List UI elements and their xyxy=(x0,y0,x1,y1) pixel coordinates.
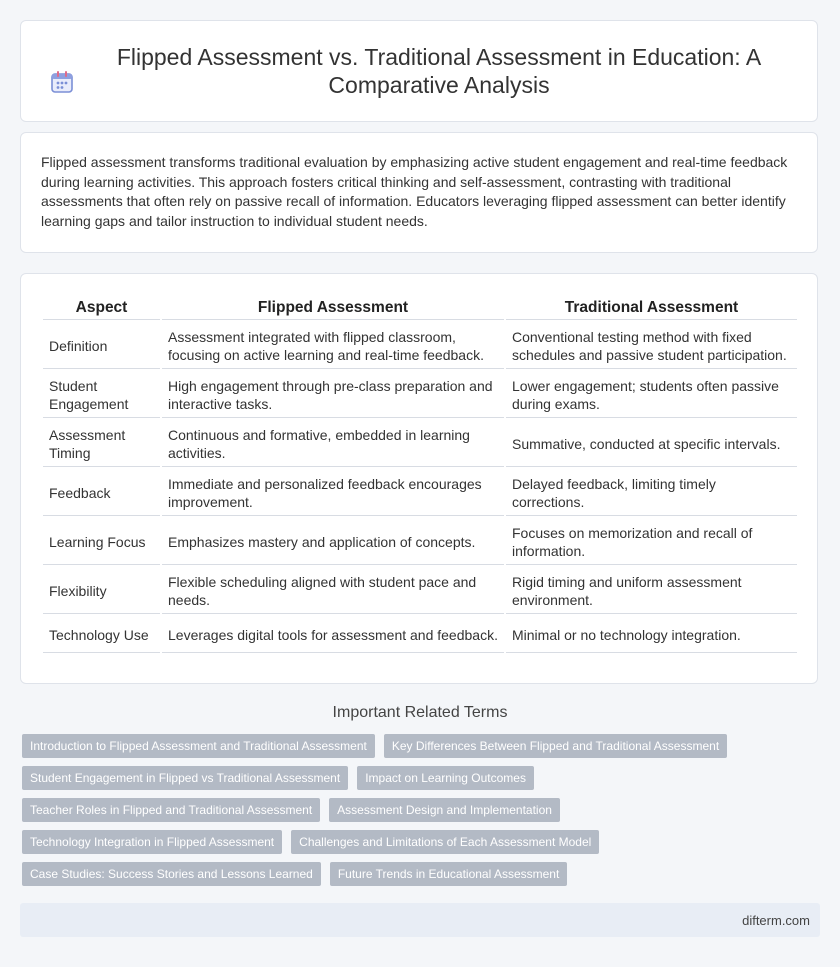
footer-site-link[interactable]: difterm.com xyxy=(742,912,810,928)
table-row xyxy=(43,322,797,369)
calendar-icon xyxy=(49,69,75,95)
related-term-tag[interactable]: Teacher Roles in Flipped and Traditional Assessment xyxy=(22,798,320,822)
intro-text: Flipped assessment transforms traditional evaluation by emphasizing active student engagement and real-time feedback during learning activities. This approach fosters critical thinking and self-assessment, contrasting with traditional assessments that often rely on passive recall of information. Educators leveraging flipped assessment can better identify learning gaps and tailor instruction to individual student needs. xyxy=(41,154,788,229)
related-term-tag[interactable]: Technology Integration in Flipped Assessment xyxy=(22,830,282,854)
cell-flipped: Leverages digital tools for assessment and feedback. xyxy=(162,616,504,653)
related-terms-section xyxy=(0,704,840,894)
header-card xyxy=(20,20,818,122)
cell-flipped: Assessment integrated with flipped classroom, focusing on active learning and real-time feedback. xyxy=(162,322,504,369)
intro-card xyxy=(20,132,818,253)
related-term-tag[interactable]: Challenges and Limitations of Each Assessment Model xyxy=(291,830,599,854)
related-term-tag[interactable]: Impact on Learning Outcomes xyxy=(357,766,534,790)
related-term-tag[interactable]: Assessment Design and Implementation xyxy=(329,798,560,822)
table-row xyxy=(43,518,797,565)
cell-traditional: Delayed feedback, limiting timely corrections. xyxy=(506,469,797,516)
cell-flipped: Flexible scheduling aligned with student pace and needs. xyxy=(162,567,504,614)
header-flipped: Flipped Assessment xyxy=(162,296,504,320)
related-term-tag[interactable]: Introduction to Flipped Assessment and Traditional Assessment xyxy=(22,734,375,758)
page-title: Flipped Assessment vs. Traditional Assessment in Education: A Comparative Analysis xyxy=(116,44,762,98)
related-terms-title: Important Related Terms xyxy=(332,704,508,721)
cell-traditional: Rigid timing and uniform assessment environment. xyxy=(506,567,797,614)
cell-aspect: Student Engagement xyxy=(43,371,160,418)
table-row xyxy=(43,567,797,614)
cell-traditional: Summative, conducted at specific intervals. xyxy=(506,420,797,467)
footer xyxy=(20,903,820,937)
cell-flipped: Continuous and formative, embedded in learning activities. xyxy=(162,420,504,467)
table-row xyxy=(43,420,797,467)
cell-traditional: Focuses on memorization and recall of information. xyxy=(506,518,797,565)
header-aspect: Aspect xyxy=(43,296,160,320)
related-term-tag[interactable]: Case Studies: Success Stories and Lessons Learned xyxy=(22,862,321,886)
cell-flipped: High engagement through pre-class preparation and interactive tasks. xyxy=(162,371,504,418)
cell-aspect: Feedback xyxy=(43,469,160,516)
cell-traditional: Lower engagement; students often passive during exams. xyxy=(506,371,797,418)
header-traditional: Traditional Assessment xyxy=(506,296,797,320)
cell-traditional: Minimal or no technology integration. xyxy=(506,616,797,653)
cell-aspect: Technology Use xyxy=(43,616,160,653)
cell-flipped: Immediate and personalized feedback encourages improvement. xyxy=(162,469,504,516)
comparison-card xyxy=(20,273,818,684)
cell-traditional: Conventional testing method with fixed schedules and passive student participation. xyxy=(506,322,797,369)
table-row xyxy=(43,469,797,516)
cell-aspect: Assessment Timing xyxy=(43,420,160,467)
table-row xyxy=(43,371,797,418)
related-term-tag[interactable]: Future Trends in Educational Assessment xyxy=(330,862,567,886)
cell-aspect: Definition xyxy=(43,322,160,369)
cell-aspect: Learning Focus xyxy=(43,518,160,565)
table-header-row xyxy=(43,296,797,320)
related-term-tag[interactable]: Key Differences Between Flipped and Traditional Assessment xyxy=(384,734,727,758)
cell-aspect: Flexibility xyxy=(43,567,160,614)
related-term-tag[interactable]: Student Engagement in Flipped vs Traditional Assessment xyxy=(22,766,348,790)
comparison-table xyxy=(41,294,799,655)
cell-flipped: Emphasizes mastery and application of concepts. xyxy=(162,518,504,565)
table-row xyxy=(43,616,797,653)
